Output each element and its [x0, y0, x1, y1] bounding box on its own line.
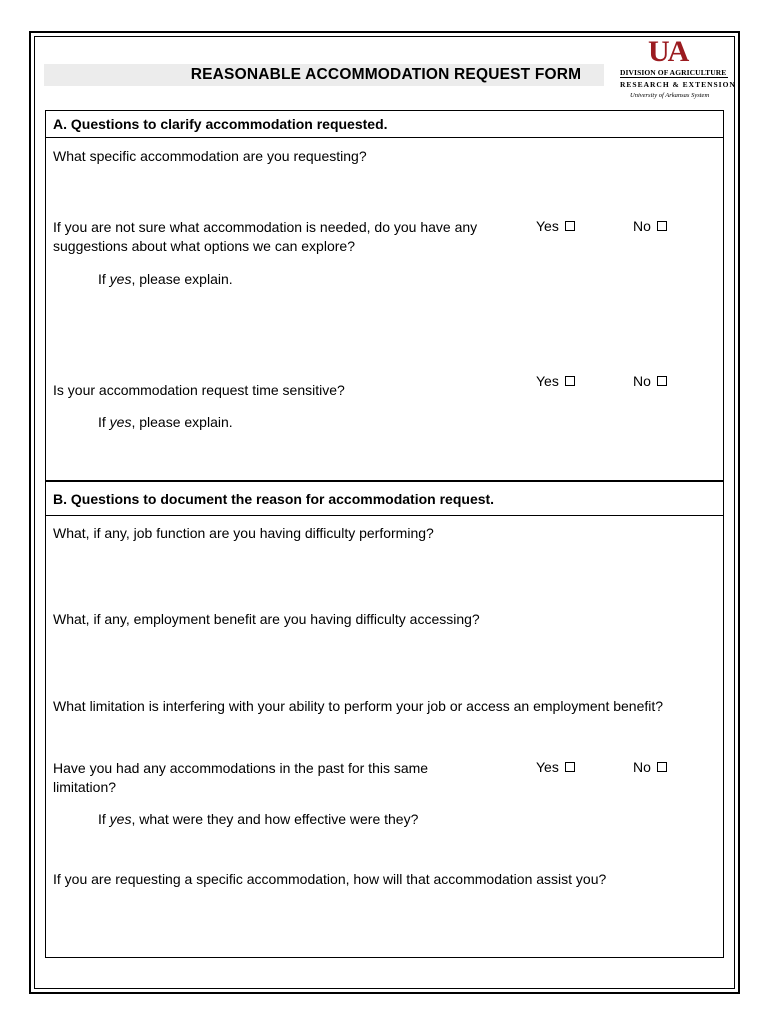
question-past-accommodations: Have you had any accommodations in the past for this same limitation?: [53, 760, 429, 795]
suggestions-yes-option[interactable]: Yes: [536, 218, 575, 234]
suggestions-no-option[interactable]: No: [633, 218, 667, 234]
logo-system-text: University of Arkansas System: [630, 92, 710, 99]
logo-divider: [620, 77, 728, 78]
logo-division-text: DIVISION OF AGRICULTURE: [620, 68, 727, 77]
university-logo: [620, 35, 736, 102]
question-accommodation-assist: If you are requesting a specific accommodation, how will that accommodation assist you?: [53, 871, 607, 887]
checkbox-icon[interactable]: [565, 762, 575, 772]
checkbox-icon[interactable]: [657, 376, 667, 386]
question-time-sensitive: Is your accommodation request time sensitive?: [53, 382, 345, 398]
past-accommodations-explain-label: If yes, what were they and how effective were they?: [98, 811, 419, 827]
section-b-header: [46, 481, 723, 516]
section-b-title: B. Questions to document the reason for accommodation request.: [53, 491, 495, 507]
form-title: REASONABLE ACCOMMODATION REQUEST FORM: [190, 66, 582, 83]
checkbox-icon[interactable]: [565, 376, 575, 386]
question-limitation: What limitation is interfering with your ability to perform your job or access an employment benefit?: [53, 698, 664, 714]
time-sensitive-yes-option[interactable]: Yes: [536, 373, 575, 389]
ua-logo-mark: UA: [648, 35, 688, 68]
past-accommodations-no-option[interactable]: No: [633, 759, 667, 775]
suggestions-explain-label: If yes, please explain.: [98, 271, 233, 287]
time-sensitive-no-option[interactable]: No: [633, 373, 667, 389]
section-a-title: A. Questions to clarify accommodation requested.: [53, 116, 388, 132]
checkbox-icon[interactable]: [657, 762, 667, 772]
section-a: [45, 110, 724, 481]
checkbox-icon[interactable]: [565, 221, 575, 231]
time-sensitive-explain-label: If yes, please explain.: [98, 414, 233, 430]
logo-research-text: RESEARCH & EXTENSION: [620, 80, 736, 89]
section-b: [45, 481, 724, 958]
question-specific-accommodation: What specific accommodation are you requesting?: [53, 148, 367, 164]
past-accommodations-yes-option[interactable]: Yes: [536, 759, 575, 775]
question-job-function: What, if any, job function are you having difficulty performing?: [53, 525, 434, 541]
question-suggestions: If you are not sure what accommodation is needed, do you have any suggestions about what options we can explore?: [53, 219, 478, 254]
question-employment-benefit: What, if any, employment benefit are you having difficulty accessing?: [53, 611, 480, 627]
section-a-header: [46, 111, 723, 138]
checkbox-icon[interactable]: [657, 221, 667, 231]
